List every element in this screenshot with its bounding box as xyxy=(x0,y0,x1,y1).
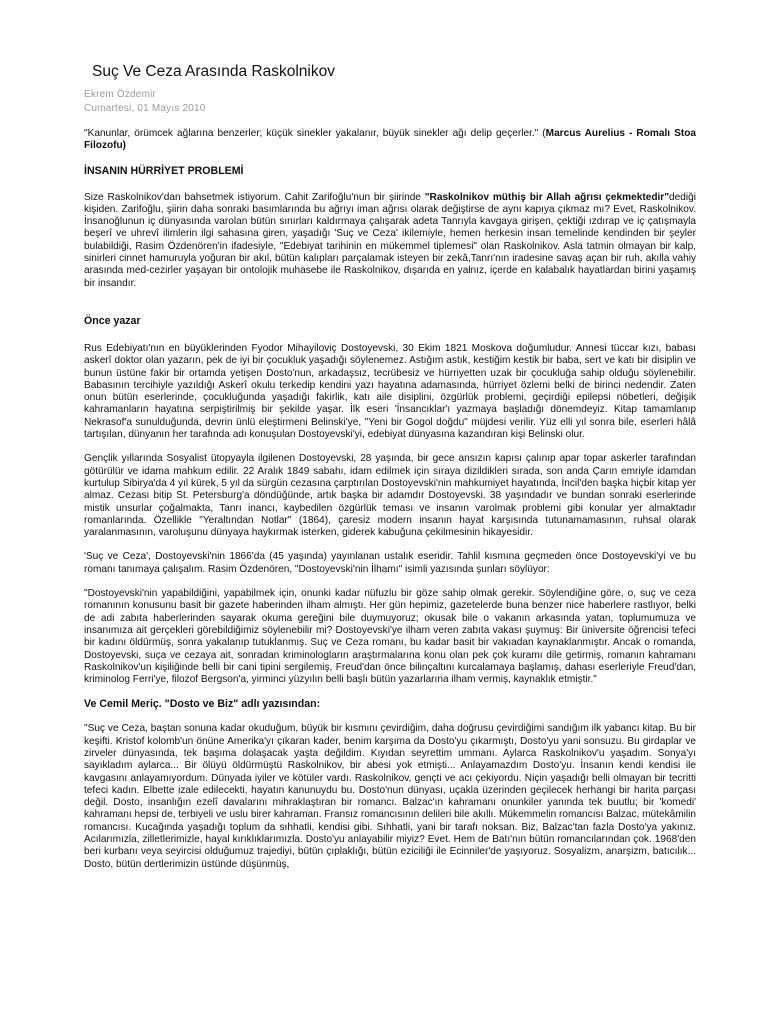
paragraph-intro xyxy=(84,192,696,290)
paragraph-meric-quote: "Suç ve Ceza, baştan sonuna kadar okuduğum, büyük bir kısmını çevirdiğim, daha doğrusu çevirdiğimi sandığım ilk yabancı kitap. Bu bir keşifti. Kristof kolomb'un önüne Amerika'yı çıkaran kader, benim karşıma da Dosto'yu çıkarmıştı, Dosto'yu yani sonsuzu. Bu girdaplar ve zirveler dünyasında, tek başıma dolaşacak yaşta değildim. Kıyıdan seyrettim ummanı. Aylarca Raskolnikov'u yaşadım. Sonya'yı sayıkladım aylarca... Bir ölüyü öldürmüştü Raskolnikov, bir abesi yok etmişti... Anlayamazdım Dosto'yu. İnsanın kendi kendisi ile kavgasını anlayamıyordum. Dünyada iyiler ve kötüler vardı. Raskolnikov, gençti ve acı çekiyordu. Niçin yaşadığı belli olmayan bir tecritti tefeci kadın. Elbette izale edilecekti, hayatın kanunuydu bu. Dosto'nun dünyası, uçakla üzerinden geçilecek herhangi bir harita parçası değil. Dosto, insanlığın ezelî davalarını mihraklaştıran bir romancı. Balzac'ın kahramanı onunkiler yanında tek buutlu; bir 'komedi' kahramanı hepsi de, terbiyeli ve uslu birer kahraman. Fransız romancısının delileri bile akıllı. Mükemmelin romancısı Balzac, mütekâmilin romancısı. Kucağında yaşadığı toplum da sıhhatli, kendisi gibi. Sıhhatli, yani bir tarafı noksan. Biz, Balzac'tan fazla Dosto'ya yakınız. Acılarımızla, zilletlerimizle, hayal kırıklıklarımızla. Dosto'yu anlayabilir miyiz? Evet. Hem de Batı'nın bütün romancılarından çok. 1968'den beri kurbanı veya seyircisi olduğumuz trajediyi, bütün çıplaklığı, bütün eziciliği ile Ecinniler'de yaşıyoruz. Sosyalizm, anarşizm, batıcılık... Dosto, bütün dertlerimizin üstünde düşünmüş, xyxy=(84,723,696,870)
paragraph-ozdenoren-quote: "Dostoyevski'nin yapabildiğini, yapabilmek için, onunki kadar nüfuzlu bir göze sahip olmak gerekir. Söylendiğine göre, o, suç ve ceza romanının konusunu basit bir gazete haberinden ilham almıştı. Her gün hepimiz, gazetelerde buna benzer nice haberlere rastlıyor, belki de adi zabıta haberlerinden sayarak okuma gereğini bile duymuyoruz; okusak bile o vakanın arkasında yatan, toplumumuza ve insanımıza ait gerçekleri görebildiğimiz söylenebilir mi? Dostoyevski'ye ilham veren zabıta vakası şuymuş: Bir üniversite öğrencisi tefeci bir kadını öldürmüş, sonra yakalanıp tutuklanmış. Suç ve Ceza romanı, bu kadar basit bir vakıadan kaynaklanmıştır. Ancak o romanda, Dostoyevski, suça ve cezaya ait, sonradan kriminologların araştırmalarına konu olan pek çok kuramı dile getirmiş, romanın kahramanı Raskolnikov'un kişiliğinde belli bir cani tipini sergilemiş, Freud'dan önce bilinçaltını kurcalamaya başlamış, dahası eserleriyle Freud'dan, kriminolog Ferri'ye, filozof Bergson'a, yirminci yüzyılın belli başlı bütün yazarlarına ilham vermiş, kaynaklık etmiştir." xyxy=(84,588,696,686)
paragraph-intro-rest: dediği kişiden. Zarifoğlu, şiirin daha sonraki basımlarında bu ağrıyı iman ağrısı olarak değiştirse de aynı kapıya çıkmaz mı? Evet, Raskolnikov. İnsanoğlunun iç dünyasında varolan bütün sınırları kaldırmaya çalışarak adeta Tanrıyla kavgaya girişen, çektiği ızdırap ve iç çatışmayla beşerî ve uhrevî ilimlerin ilgi sahasına giren, yaşadığı 'Suç ve Ceza' ikilemiyle, hemen herkesin insan temelinde kendinden bir şeyler bulabildiği, Rasim Özdenören'in ifadesiyle, "Edebiyat tarihinin en mükemmel tiplemesi" olan Raskolnikov. Asla tatmin olmayan bir kalp, sinirleri cinnet hamuruyla yoğuran bir akıl, bütün kalıpları parçalamak isteyen bir zekâ,Tanrı'nın iradesine savaş açan bir ruh, akılla vahiy arasında med-cezirler yaşayan bir ontolojik muhasebe ile Raskolnikov, dışarıda en yalnız, içerde en kalabalık hayatlardan birini yaşamış bir insandır. xyxy=(84,191,696,289)
paragraph-biography: Rus Edebiyatı'nın en büyüklerinden Fyodor Mihayiloviç Dostoyevski, 30 Ekim 1821 Moskova doğumludur. Annesi tüccar kızı, babası askerî doktor olan yazarın, pek de iyi bir çocukluk yaşadığı söylenemez. Astığım astık, kestiğim kestik bir baba, sert ve katı bir disiplin ve bunun üstüne fakir bir ortamda yetişen Dosto'nun, arkadaşsız, tecrübesiz ve hürriyetten uzak bir çocukluğa sahip olduğu söylenebilir. Babasının tercihiyle yazıldığı Askerî okulu terkedip kendini yazı hayatına adamasında, hürriyet özlemi belki de birinci nedendir. Zaten onun bütün eserlerinde, çocukluğunda yaşadığı fakirlik, katı aile disiplini, özgürlük problemi, geçirdiği epilepsi nöbetleri, değişik kahramanların hayatına serpiştirilmiş bir şekilde yaşar. İlk eseri 'İnsancıklar'ı yazmaya başladığı dönemdeyiz. Kitap tamamlanıp Nekrasof'a sunulduğunda, devrin ünlü eleştirmeni Belinski'ye, "Yeni bir Gogol doğdu" müjdesi verilir. Yüz elli yıl sonra bile, eserleri hâlâ tartışılan, dünyanın her tarafında adı konuşulan Dostoyevski'yi, edebiyat dünyasına kazandıran kişi Belinski olur. xyxy=(84,342,696,441)
article-date: Cumartesi, 01 Mayıs 2010 xyxy=(84,103,206,114)
article xyxy=(84,62,696,871)
article-author: Ekrem Özdemir xyxy=(84,89,157,100)
section-heading-author: Önce yazar xyxy=(84,314,141,327)
paragraph-intro-bold-quote: "Raskolnikov müthiş bir Allah ağrısı çekmektedir" xyxy=(424,191,670,203)
paragraph-crime-and-punishment: 'Suç ve Ceza', Dostoyevski'nin 1866'da (45 yaşında) yayınlanan ustalık eseridir. Tahlil kısmına geçmeden önce Dostoyevski'yi ve bu romanı tanımaya çalışalım. Rasim Özdenören, "Dostoyevski'nin İlhamı" isimli yazısında şunları söylüyor: xyxy=(84,551,696,575)
paragraph-intro-start: Size Raskolnikov'dan bahsetmek istiyorum. Cahit Zarifoğlu'nun bir şiirinde xyxy=(84,191,425,203)
article-title: Suç Ve Ceza Arasında Raskolnikov xyxy=(92,63,335,80)
section-heading-freedom: İNSANIN HÜRRİYET PROBLEMİ xyxy=(84,164,244,177)
epigraph-quote: "Kanunlar, örümcek ağlarına benzerler; küçük sinekler yakalanır, büyük sinekler ağı delip geçerler." ( xyxy=(84,128,546,139)
epigraph-attribution: Marcus Aurelius - Romalı Stoa Filozofu) xyxy=(84,128,696,152)
section-heading-meric: Ve Cemil Meriç. "Dosto ve Biz" adlı yazısından: xyxy=(84,698,321,711)
epigraph xyxy=(84,128,696,153)
paragraph-exile: Gençlik yıllarında Sosyalist ütopyayla ilgilenen Dostoyevski, 28 yaşında, bir gece ansızın kapısı çalınıp apar topar askerler tarafından götürülür ve idama mahkum edilir. 22 Aralık 1849 sabahı, idam edilmek için sıraya dizildikleri sırada, son anda Çarın emriyle idamdan kurtulup Sibirya'da 4 yıl kürek, 5 yıl da sürgün cezasına çarptırılan Dostoyevski'nin mahkumiyet hayatında, İncil'den başka hiçbir kitap yer almaz. Cezası bitip St. Petersburg'a döndüğünde, artık başka bir adamdır Dostoyevski. 38 yaşındadır ve bundan sonraki eserlerinde mistik unsurlar çoğalmakta, Tanrı inancı, kaybedilen özgürlük teması ve insanın varolmak problemi gibi konular yer almaktadır romanlarında. Özellikle "Yeraltından Notlar" (1864), çaresiz modern insanın hayat karşısında tutunamamasının, ruhsal olarak yaralanmasının, varoluşunu dünyaya haykırmak isterken, giderek kabuğuna çekilmesinin hikayesidir. xyxy=(84,453,696,539)
